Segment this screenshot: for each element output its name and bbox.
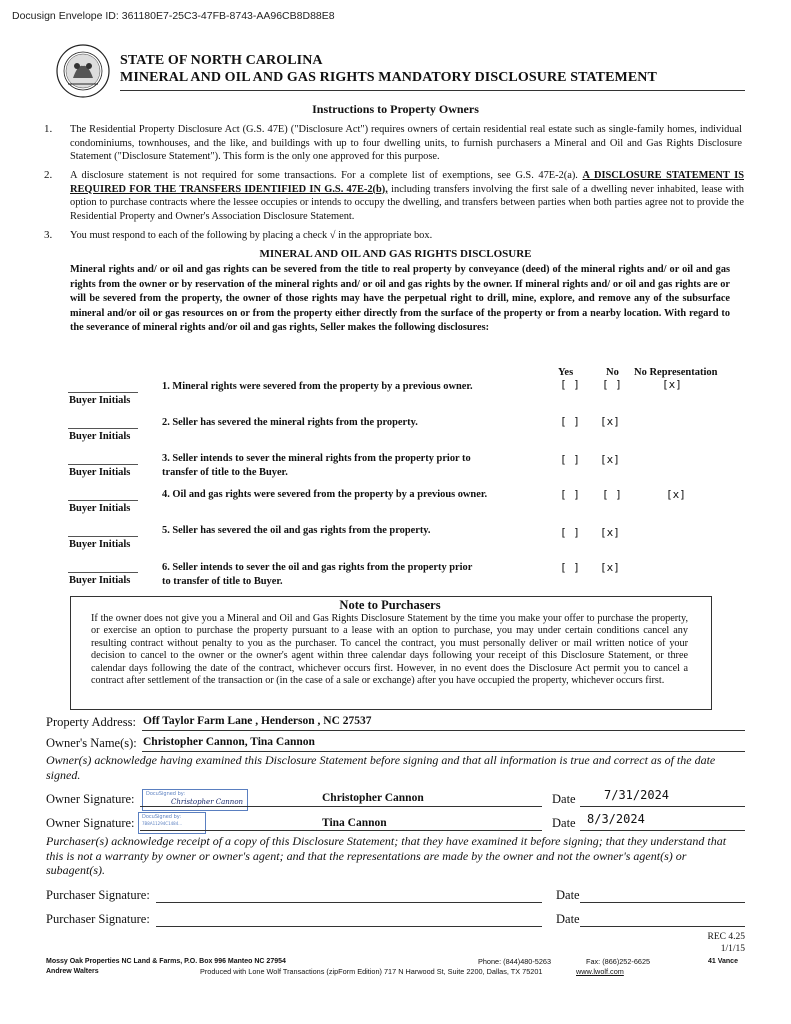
question-text: 3. Seller intends to sever the mineral rights from the property prior to [162,453,471,464]
footer-company: Mossy Oak Properties NC Land & Farms, P.O. Box 996 Manteo NC 27954 [46,958,286,965]
date-label: Date [556,912,580,926]
buyer-initials-field[interactable] [68,392,138,393]
note-heading: Note to Purchasers [339,598,441,612]
state-seal-icon [56,44,110,98]
question-text: 4. Oil and gas rights were severed from the property by a previous owner. [162,489,488,500]
instructions-heading: Instructions to Property Owners [312,102,479,116]
question-text: 6. Seller intends to sever the oil and gas rights from the property prior [162,562,473,573]
question-text-continued: to transfer of title to Buyer. [162,576,283,587]
no-representation-checkbox[interactable]: [x] [666,488,686,501]
item-number: 1. [44,123,53,135]
owners-label: Owner's Name(s): [46,736,137,750]
question-text: 5. Seller has severed the oil and gas rights from the property. [162,525,431,536]
owners-names[interactable]: Christopher Cannon, Tina Cannon [143,736,315,748]
form-title: MINERAL AND OIL AND GAS RIGHTS MANDATORY DISCLOSURE STATEMENT [120,70,657,85]
no-checkbox[interactable]: [x] [600,453,620,466]
buyer-initials-field[interactable] [68,428,138,429]
address-line [142,730,745,731]
date-label: Date [552,816,576,830]
envelope-id: Docusign Envelope ID: 361180E7-25C3-47FB-8743-AA96CB8D88E8 [12,10,335,22]
buyer-initials-label: Buyer Initials [69,431,131,442]
buyer-initials-field[interactable] [68,572,138,573]
owner2-date[interactable]: 8/3/2024 [587,812,645,826]
buyer-initials-label: Buyer Initials [69,539,131,550]
property-address[interactable]: Off Taylor Farm Lane , Henderson , NC 27537 [143,715,372,727]
buyer-initials-field[interactable] [68,536,138,537]
signature-scrawl: Christopher Cannon [171,798,244,806]
instruction-item: A disclosure statement is not required for some transactions. For a complete list of exemptions, see G.S. 47E-2(a). A DISCLOSURE STATEMENT IS REQUIRED FOR THE TRANSFERS IDENTIFIED IN G.S. 47E-2(b), including transfers involving the first sale of a dwelling never inhabited, lease with option to purchase contracts where the lessee occupies or intends to occupy the dwelling, and transfers between parties when both parties agree not to provide the Residential Property and Owner's Association Disclosure Statement. [70,170,745,222]
no-checkbox[interactable]: [ ] [602,488,622,501]
no-checkbox[interactable]: [x] [600,415,620,428]
signature-line [140,830,542,831]
form-revision: REC 4.25 [707,932,745,942]
question-text-continued: transfer of title to the Buyer. [162,467,288,478]
date-label: Date [552,792,576,806]
owner-signature-label: Owner Signature: [46,792,135,806]
no-representation-checkbox[interactable]: [x] [662,378,682,391]
disclosure-heading: MINERAL AND OIL AND GAS RIGHTS DISCLOSURE [259,248,532,260]
col-yes: Yes [558,367,574,378]
purchaser-signature-label: Purchaser Signature: [46,888,150,902]
date-label: Date [556,888,580,902]
footer-phone: Phone: (844)480-5263 [478,957,552,966]
buyer-initials-label: Buyer Initials [69,467,131,478]
owner1-date[interactable]: 7/31/2024 [604,788,670,802]
item-number: 3. [44,229,53,241]
title-rule [120,90,745,91]
instruction-item: The Residential Property Disclosure Act (G.S. 47E) ("Disclosure Act") requires owners of certain residential real estate such as single-family homes, individual condominiums, townhouses, and the like, and buildings with up to four dwelling units, to furnish purchasers a Mineral and Oil and Gas Rights Disclosure Statement ("Disclosure Statement"). This form is the only one approved for this purpose. [70,124,742,163]
docusign-caption: DocuSigned by: [146,791,186,797]
col-no-representation: No Representation [634,367,718,378]
yes-checkbox[interactable]: [ ] [560,415,580,428]
form-revision-date: 1/1/15 [720,944,745,954]
instruction-item: You must respond to each of the following by placing a check √ in the appropriate box. [70,230,433,241]
owner-acknowledgement: Owner(s) acknowledge having examined this Disclosure Statement before signing and that all information is true and correct as of the date signed. [46,753,716,782]
docusign-hash: 7B8A11294C1484... [142,821,183,826]
buyer-initials-label: Buyer Initials [69,395,131,406]
no-checkbox[interactable]: [x] [600,526,620,539]
col-no: No [606,367,619,378]
purchaser-signature-label: Purchaser Signature: [46,912,150,926]
no-checkbox[interactable]: [ ] [602,378,622,391]
item-number: 2. [44,169,53,181]
buyer-initials-label: Buyer Initials [69,503,131,514]
purchaser-acknowledgement: Purchaser(s) acknowledge receipt of a copy of this Disclosure Statement; that they have examined it before signing; that they understand that this is not a warranty by owner or owner's agent; and that the representations are made by the owner and not the owner's agent(s) or subagent(s). [46,834,727,877]
buyer-initials-label: Buyer Initials [69,575,131,586]
purchaser-signature-line[interactable] [156,926,542,927]
footer-agent: Andrew Walters [46,968,99,975]
note-text: If the owner does not give you a Mineral and Oil and Gas Rights Disclosure Statement by the time you make your offer to purchase the property, or exercise an option to purchase the property pursuant to a lease with an option to purchase, you may under certain conditions cancel any resulting contract without penalty to you as the purchaser. To cancel the contract, you must personally deliver or mail written notice of your decision to cancel to the owner or the owner's agent within three calendar days following your receipt of this Disclosure Statement, or three calendar days following the date of the contract, whichever occurs first. However, in no event does the Disclosure Act permit you to cancel a contract after settlement of the transaction or (in the case of a sale or exchange) after you have occupied the property, whichever occurs first. [91,613,688,687]
property-address-label: Property Address: [46,715,136,729]
yes-checkbox[interactable]: [ ] [560,526,580,539]
buyer-initials-field[interactable] [68,500,138,501]
owner-signature-label: Owner Signature: [46,816,135,830]
date-line [580,830,745,831]
owner2-printed-name: Tina Cannon [322,817,387,829]
footer-produced: Produced with Lone Wolf Transactions (zipForm Edition) 717 N Harwood St, Suite 2200, Dallas, TX 75201 [200,967,543,976]
yes-checkbox[interactable]: [ ] [560,561,580,574]
question-text: 1. Mineral rights were severed from the property by a previous owner. [162,381,473,392]
docusign-caption: DocuSigned by: [142,814,182,820]
buyer-initials-field[interactable] [68,464,138,465]
owner1-printed-name: Christopher Cannon [322,792,424,804]
state-title: STATE OF NORTH CAROLINA [120,53,323,68]
yes-checkbox[interactable]: [ ] [560,453,580,466]
no-checkbox[interactable]: [x] [600,561,620,574]
signature-line [140,806,542,807]
date-line[interactable] [580,926,745,927]
yes-checkbox[interactable]: [ ] [560,378,580,391]
owner-signature-1[interactable] [142,789,248,811]
footer-website-link[interactable]: www.lwolf.com [576,967,624,976]
footer-form-name: 41 Vance [708,958,738,965]
yes-checkbox[interactable]: [ ] [560,488,580,501]
question-text: 2. Seller has severed the mineral rights from the property. [162,417,418,428]
footer-fax: Fax: (866)252-6625 [586,957,651,966]
date-line[interactable] [580,902,745,903]
purchaser-signature-line[interactable] [156,902,542,903]
date-line [580,806,745,807]
disclosure-intro: Mineral rights and/ or oil and gas rights can be severed from the title to real property by conveyance (deed) of the mineral rights and/ or oil and gas rights from the owner or by reservation of the mineral rights and/ or oil and gas rights by the owner. If mineral rights and/ or oil and gas rights are or will be severed from the property, the owner of those rights may have the perpetual right to drill, mine, explore, and remove any of the subsurface mineral and/or oil or gas resources on or from the property either directly from the surface of the property or from a nearby location. With regard to the severance of mineral rights and/or oil and gas rights, Seller makes the following disclosures: [70,264,730,334]
owners-line [142,751,745,752]
